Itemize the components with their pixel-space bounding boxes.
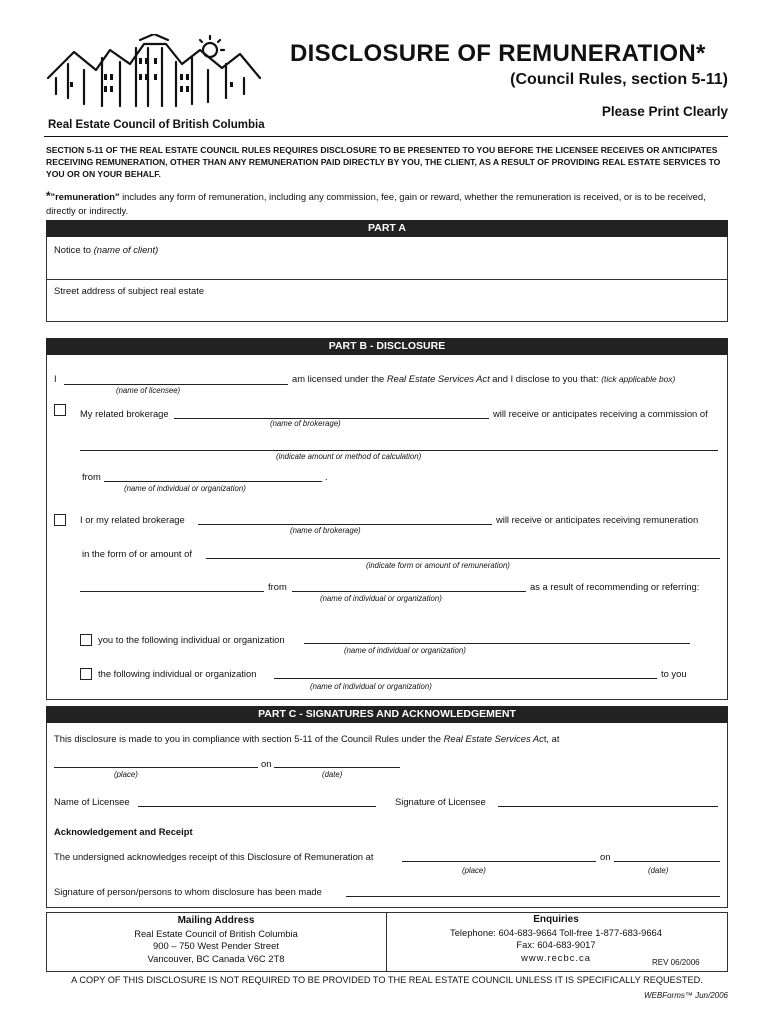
on-label-2: on [600,851,611,862]
from-dot: . [325,471,328,482]
licensee-name-hint: (name of licensee) [116,386,181,395]
sig-licensee-label: Signature of Licensee [395,796,486,807]
to-you-label: to you [661,668,687,679]
from-individual-input[interactable] [104,481,322,482]
name-licensee-label: Name of Licensee [54,796,130,807]
enquiries-heading: Enquiries [533,914,579,925]
footer-divider [386,912,387,971]
header-divider [44,136,728,137]
enquiries [388,914,724,964]
part-b-heading: PART B - DISCLOSURE [46,338,728,355]
ack-text: The undersigned acknowledges receipt of this Disclosure of Remuneration at [54,851,374,862]
compliance-2: t, at [543,733,560,744]
amount-hint: (indicate amount or method of calculation) [276,452,422,461]
date-input[interactable] [274,767,400,768]
sub-option1-hint: (name of individual or organization) [344,646,466,655]
sub-option1-label: you to the following individual or organization [98,634,285,645]
place-hint: (place) [114,770,138,779]
sub-option-following-checkbox[interactable] [80,668,92,680]
enquiries-phone: Telephone: 604-683-9664 Toll-free 1-877-683-9664 [450,926,662,938]
date-hint: (date) [322,770,343,779]
commission-amount-input[interactable] [80,450,718,451]
definition-note [46,189,730,218]
ack-date-input[interactable] [614,861,720,862]
sig-person-label: Signature of person/persons to whom disclosure has been made [54,886,322,897]
brokerage-hint: (name of brokerage) [270,419,341,428]
sub-option1-input[interactable] [304,643,690,644]
form-hint: (indicate form or amount of remuneration) [366,561,510,570]
webforms-label: WEBForms™ Jun/2006 [643,991,728,1000]
definition-text: includes any form of remuneration, including any commission, fee, gain or reward, whether the remuneration is received, or is to be received, directly or indirectly. [46,191,706,216]
from-label-2: from [268,581,287,592]
mailing-heading: Mailing Address [177,915,255,926]
licensed-statement [292,373,675,384]
sig-licensee-input[interactable] [498,806,718,807]
page-subtitle: (Council Rules, section 5-11) [510,71,728,88]
brokerage-name-2-input[interactable] [198,524,492,525]
definition-star: * [46,189,51,203]
compliance-text [54,733,559,744]
from-label: from [82,471,101,482]
rev-label: REV 06/2006 [652,958,700,967]
option2-label: I or my related brokerage [80,514,185,525]
part-a-divider [46,279,728,280]
licensed-act: Real Estate Services Act [386,373,490,384]
sub-option2-label: the following individual or organization [98,668,257,679]
mailing-line-2: 900 – 750 West Pender Street [153,940,279,951]
sig-person-input[interactable] [346,896,720,897]
name-licensee-input[interactable] [138,806,376,807]
enquiries-fax: Fax: 604-683-9017 [516,939,596,950]
ack-place-input[interactable] [402,861,596,862]
notice-to-field[interactable] [54,244,158,255]
option2-tail: will receive or anticipates receiving remuneration [496,514,699,525]
from-individual-2-input[interactable] [292,591,526,592]
mailing-line-3: Vancouver, BC Canada V6C 2T8 [147,952,285,964]
notice-label: Notice to [54,244,94,255]
sub-option-you-to-checkbox[interactable] [80,634,92,646]
org-name: Real Estate Council of British Columbia [48,119,265,131]
copy-note: A COPY OF THIS DISCLOSURE IS NOT REQUIRED TO BE PROVIDED TO THE REAL ESTATE COUNCIL UNLESS IT IS SPECIFICALLY REQUESTED. [71,975,703,985]
definition-term: "remuneration" [50,191,120,202]
street-address-field[interactable]: Street address of subject real estate [54,285,205,296]
from-individual-hint: (name of individual or organization) [124,484,246,493]
licensed-text-1: am licensed under the [292,373,387,384]
licensee-name-input[interactable] [64,384,288,385]
notice-hint: (name of client) [93,244,159,255]
form-amount-input[interactable] [206,558,720,559]
option1-label: My related brokerage [80,408,169,419]
licensed-text-2: and I disclose to you that: [489,373,602,384]
place-hint-2: (place) [462,866,486,875]
council-logo-icon [44,34,264,120]
option-related-brokerage-checkbox[interactable] [54,404,66,416]
ack-heading: Acknowledgement and Receipt [54,826,193,837]
enquiries-web[interactable]: www.recbc.ca [521,951,591,963]
mailing-line-1: Real Estate Council of British Columbia [134,927,298,939]
on-label: on [261,758,272,769]
option-i-or-related-brokerage-checkbox[interactable] [54,514,66,526]
section-note: SECTION 5-11 OF THE REAL ESTATE COUNCIL RULES REQUIRES DISCLOSURE TO BE PRESENTED TO YOU BEFORE THE LICENSEE RECEIVES OR ANTICIPATES RECEIVING REMUNERATION, OTHER THAN ANY REMUNERATION PAID DIRECTLY BY YOU, THE CLIENT, AS A RESULT OF PROVIDING REAL ESTATE SERVICES TO YOU OR ON YOUR BEHALF. [46,145,721,179]
i-label: I [54,373,57,384]
from-individual-2-hint: (name of individual or organization) [320,594,442,603]
option1-tail: will receive or anticipates receiving a commission of [493,408,708,419]
compliance-act: Real Estate Services Ac [443,733,544,744]
brokerage-hint-2: (name of brokerage) [290,526,361,535]
mailing-address [48,915,384,965]
remuneration-from-input[interactable] [80,591,264,592]
tick-hint: (tick applicable box) [601,374,676,384]
part-a-heading: PART A [46,220,728,237]
sub-option2-hint: (name of individual or organization) [310,682,432,691]
compliance-1: This disclosure is made to you in compliance with section 5-11 of the Council Rules under the [54,733,444,744]
page-title: DISCLOSURE OF REMUNERATION* [290,40,706,67]
place-input[interactable] [54,767,258,768]
part-c-heading: PART C - SIGNATURES AND ACKNOWLEDGEMENT [46,706,728,723]
form-amount-label: in the form of or amount of [82,548,192,559]
print-note: Please Print Clearly [601,104,728,119]
date-hint-2: (date) [648,866,669,875]
sub-option2-input[interactable] [274,678,657,679]
result-label: as a result of recommending or referring: [530,581,700,592]
